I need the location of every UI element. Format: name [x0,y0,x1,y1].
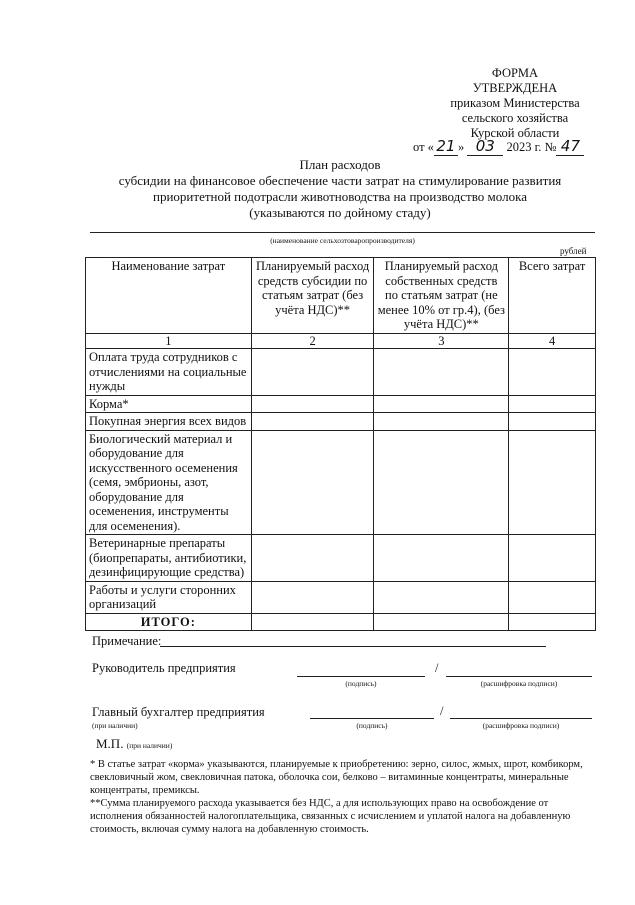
cell-subsidy-total[interactable] [251,613,374,631]
accountant-if-present: (при наличии) [92,721,138,730]
cell-own[interactable] [374,535,509,582]
row-label: Корма* [86,395,252,413]
cell-own-total[interactable] [374,613,509,631]
cell-total[interactable] [509,430,596,535]
table-number-row [86,333,596,349]
accountant-label: Главный бухгалтер предприятия [92,705,265,719]
accountant-decode-line[interactable] [450,718,592,719]
table-row [86,413,596,431]
cell-subsidy[interactable] [251,349,374,396]
plan-subtitle-2: приоритетной подотрасли животноводства на производство молока [153,189,527,204]
table-row [86,349,596,396]
approval-date-line [413,137,584,156]
cell-own[interactable] [374,430,509,535]
head-decode-caption: (расшифровка подписи) [480,679,558,688]
cell-total[interactable] [509,395,596,413]
row-label: Работы и услуги сторонних организаций [86,581,252,613]
cell-subsidy[interactable] [251,413,374,431]
total-label: ИТОГО: [86,613,252,631]
approval-ministry: сельского хозяйства [461,111,569,125]
approval-form: ФОРМА [491,66,539,80]
date-quote: » [457,140,465,154]
expense-table [85,257,596,631]
head-signature-caption: (подпись) [345,679,377,688]
cell-subsidy[interactable] [251,430,374,535]
note-line[interactable] [160,646,546,647]
head-signature-line[interactable] [297,676,425,677]
cell-total[interactable] [509,535,596,582]
accountant-slash: / [440,704,444,718]
col-number: 4 [509,333,596,349]
table-header-row [86,258,596,334]
approval-approved: УТВЕРЖДЕНА [472,81,558,95]
row-label: Оплата труда сотрудников с отчислениями на социальные нужды [86,349,252,396]
note-vat: **Сумма планируемого расхода указывается без НДС, а для использующих право на освобождение от исполнения обязанностей налогоплательщика, связанных с исчислением и уплатой налога на добавленную стоимость, включая сумму налога на добавленную стоимость. [90,798,571,835]
producer-name-line [90,232,595,233]
date-day: 21 [434,137,458,156]
accountant-signature-caption: (подпись) [356,721,388,730]
plan-title: План расходов [299,157,381,172]
accountant-signature-line[interactable] [310,718,434,719]
plan-subtitle-1: субсидии на финансовое обеспечение части затрат на стимулирование развития [118,173,562,188]
accountant-decode-caption: (расшифровка подписи) [482,721,560,730]
date-year: 2023 г. № [506,140,557,154]
header-cost-name: Наименование затрат [86,258,252,334]
table-total-row [86,613,596,631]
cell-subsidy[interactable] [251,535,374,582]
header-own-funds: Планируемый расход собственных средств по статьям затрат (не менее 10% от гр.4), (без учёта НДС)** [374,258,509,334]
cell-total[interactable] [509,349,596,396]
date-prefix: от « [413,140,434,154]
note-label: Примечание: [92,634,162,648]
header-subsidy: Планируемый расход средств субсидии по статьям затрат (без учёта НДС)** [251,258,374,334]
cell-own[interactable] [374,413,509,431]
note-feed: * В статье затрат «корма» указываются, планируемые к приобретению: зерно, силос, жмых, шрот, комбикорм, свекловичный жом, свекловичная патока, оболочка сои, белково – витаминные концентраты, минеральные концентраты, премиксы. [90,759,583,796]
currency-label: рублей [560,246,587,256]
head-label: Руководитель предприятия [92,661,236,675]
cell-total[interactable] [509,413,596,431]
cell-total[interactable] [509,581,596,613]
table-row [86,581,596,613]
cell-subsidy[interactable] [251,395,374,413]
row-label: Покупная энергия всех видов [86,413,252,431]
row-label: Ветеринарные препараты (биопрепараты, антибиотики, дезинфицирующие средства) [86,535,252,582]
cell-own[interactable] [374,581,509,613]
head-slash: / [435,661,439,675]
table-row [86,395,596,413]
cell-grand-total[interactable] [509,613,596,631]
row-label: Биологический материал и оборудование для искусственного осеменения (семя, эмбрионы, азот, оборудование для осеменения, инструменты для осеменения). [86,430,252,535]
approval-region: Курской области [470,126,560,140]
order-number: 47 [556,137,584,156]
date-month: 03 [467,137,503,156]
table-row [86,535,596,582]
seal-place [96,736,172,752]
approval-order: приказом Министерства [450,96,580,110]
seal-if-present: (при наличии) [126,741,173,750]
cell-subsidy[interactable] [251,581,374,613]
plan-subtitle-3: (указываются по дойному стаду) [249,205,431,220]
seal-label: М.П. [96,736,124,751]
producer-caption: (наименование сельхозтоваропроизводителя) [270,236,415,245]
col-number: 1 [86,333,252,349]
cell-own[interactable] [374,349,509,396]
cell-own[interactable] [374,395,509,413]
col-number: 3 [374,333,509,349]
col-number: 2 [251,333,374,349]
head-decode-line[interactable] [446,676,592,677]
header-total: Всего затрат [509,258,596,334]
table-row [86,430,596,535]
